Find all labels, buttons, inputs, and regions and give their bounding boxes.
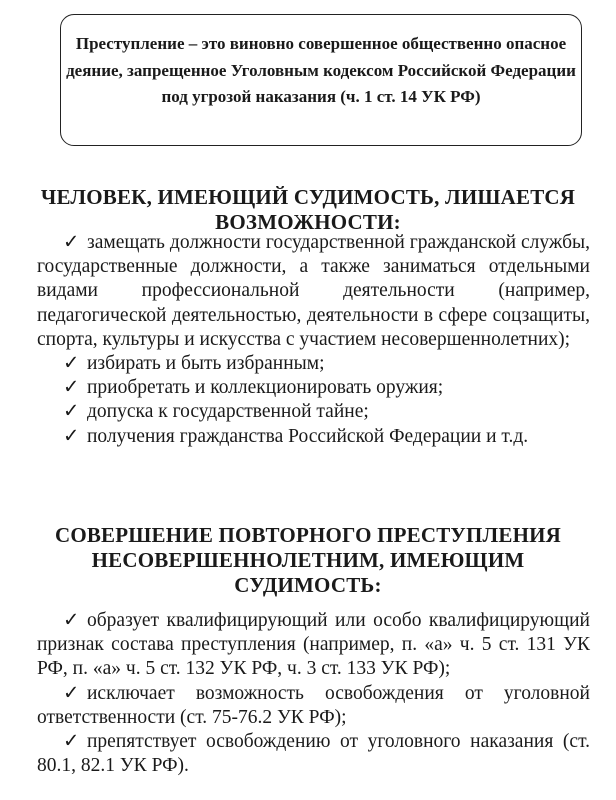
list-item: ✓ препятствует освобождению от уголовного наказания (ст. 80.1, 82.1 УК РФ).	[37, 731, 590, 777]
list-item: ✓ получения гражданства Российской Федерации и т.д.	[37, 425, 590, 449]
repeat-crime-list	[37, 609, 590, 778]
restrictions-list	[37, 231, 590, 449]
check-icon: ✓	[63, 401, 80, 423]
definition-box	[60, 14, 582, 146]
list-item: ✓ замещать должности государственной гражданской службы, государственные должности, а также заниматься отдельными видами профессиональной деятельности (например, педагогической деятельностью, деятельности в сфере соцзащиты, спорта, культуры и искусства с участием несовершеннолетних);	[37, 232, 590, 350]
list-item: ✓ образует квалифицирующий или особо квалифицирующий признак состава преступления (например, п. «а» ч. 5 ст. 131 УК РФ, п. «а» ч. 5 ст. 132 УК РФ, ч. 3 ст. 133 УК РФ);	[37, 610, 590, 680]
check-icon: ✓	[63, 425, 80, 447]
definition-text: Преступление – это виновно совершенное общественно опасное деяние, запрещенное Уголовным кодексом Российской Федерации под угрозой наказания (ч. 1 ст. 14 УК РФ)	[66, 34, 576, 106]
list-item: ✓ избирать и быть избранным;	[37, 352, 590, 376]
check-icon: ✓	[63, 232, 80, 253]
check-icon: ✓	[63, 610, 80, 631]
check-icon: ✓	[63, 353, 80, 375]
list-item: ✓ допуска к государственной тайне;	[37, 400, 590, 424]
restrictions-heading: ЧЕЛОВЕК, ИМЕЮЩИЙ СУДИМОСТЬ, ЛИШАЕТСЯ ВОЗМОЖНОСТИ:	[40, 185, 576, 234]
list-item: ✓ приобретать и коллекционировать оружия;	[37, 376, 590, 400]
check-icon: ✓	[63, 377, 80, 399]
check-icon: ✓	[63, 682, 80, 704]
list-item: ✓ исключает возможность освобождения от уголовной ответственности (ст. 75-76.2 УК РФ);	[37, 682, 590, 728]
check-icon: ✓	[63, 731, 80, 753]
repeat-crime-heading: СОВЕРШЕНИЕ ПОВТОРНОГО ПРЕСТУПЛЕНИЯ НЕСОВЕРШЕННОЛЕТНИМ, ИМЕЮЩИМ СУДИМОСТЬ:	[54, 523, 562, 597]
